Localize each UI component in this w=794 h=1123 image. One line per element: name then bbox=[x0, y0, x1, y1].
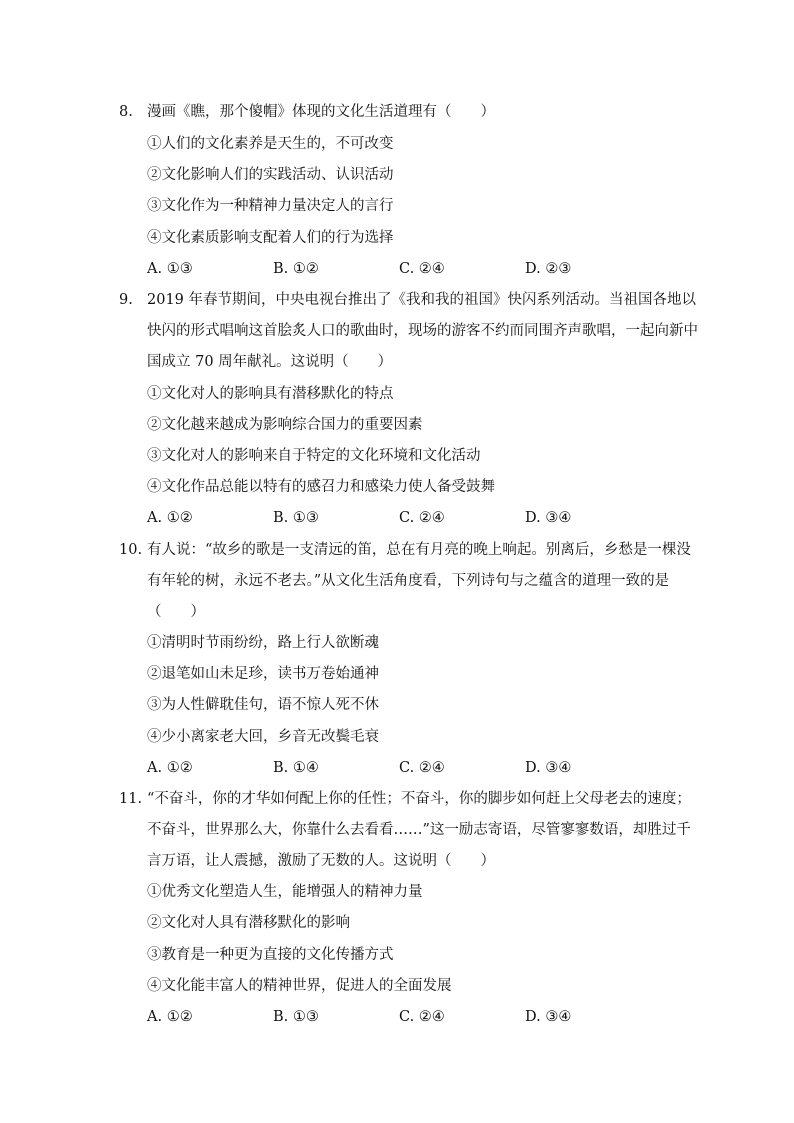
question-stem-line: 有年轮的树，永远不老去。”从文化生活角度看，下列诗句与之蕴含的道理一致的是 bbox=[147, 573, 670, 589]
choice-a: A. ①② bbox=[147, 1009, 193, 1025]
question-number: 11. bbox=[119, 791, 143, 807]
option-4: ④文化素质影响支配着人们的行为选择 bbox=[147, 230, 394, 246]
question-number: 9. bbox=[119, 292, 133, 308]
option-1: ①清明时节雨纷纷，路上行人欲断魂 bbox=[147, 635, 379, 651]
question-stem-line: 不奋斗，世界那么大，你靠什么去看看……”这一励志寄语，尽管寥寥数语，却胜过千 bbox=[147, 822, 691, 838]
choice-b: B. ①② bbox=[273, 261, 319, 277]
choice-a: A. ①② bbox=[147, 760, 193, 776]
choice-b: B. ①④ bbox=[273, 760, 319, 776]
option-3: ③文化作为一种精神力量决定人的言行 bbox=[147, 198, 394, 214]
choice-b: B. ①③ bbox=[273, 510, 319, 526]
choice-a: A. ①③ bbox=[147, 261, 193, 277]
choice-c: C. ②④ bbox=[399, 510, 445, 526]
question-stem-line: 2019 年春节期间，中央电视台推出了《我和我的祖国》快闪系列活动。当祖国各地以 bbox=[147, 292, 697, 308]
choice-d: D. ③④ bbox=[525, 510, 572, 526]
question-stem-line: 有人说：“故乡的歌是一支清远的笛，总在有月亮的晚上响起。别离后，乡愁是一棵没 bbox=[147, 542, 691, 558]
question-stem-line: （ ） bbox=[147, 604, 205, 620]
option-4: ④少小离家老大回，乡音无改鬓毛衰 bbox=[147, 729, 379, 745]
option-2: ②文化影响人们的实践活动、认识活动 bbox=[147, 167, 394, 183]
question-stem-line: 漫画《瞧，那个傻帽》体现的文化生活道理有（ ） bbox=[147, 104, 495, 120]
choice-d: D. ②③ bbox=[525, 261, 572, 277]
question-stem-line: 言万语，让人震撼，激励了无数的人。这说明（ ） bbox=[147, 853, 495, 869]
option-3: ③文化对人的影响来自于特定的文化环境和文化活动 bbox=[147, 448, 481, 464]
choice-c: C. ②④ bbox=[399, 261, 445, 277]
option-1: ①文化对人的影响具有潜移默化的特点 bbox=[147, 386, 394, 402]
option-2: ②退笔如山未足珍，读书万卷始通神 bbox=[147, 666, 379, 682]
option-3: ③教育是一种更为直接的文化传播方式 bbox=[147, 947, 394, 963]
question-stem-line: “不奋斗，你的才华如何配上你的任性；不奋斗，你的脚步如何赶上父母老去的速度； bbox=[147, 791, 691, 807]
option-1: ①人们的文化素养是天生的，不可改变 bbox=[147, 136, 394, 152]
option-2: ②文化对人具有潜移默化的影响 bbox=[147, 915, 350, 931]
question-stem-line: 国成立 70 周年献礼。这说明（ ） bbox=[147, 354, 393, 370]
question-number: 8. bbox=[119, 104, 133, 120]
option-2: ②文化越来越成为影响综合国力的重要因素 bbox=[147, 417, 423, 433]
question-stem-line: 快闪的形式唱响这首脍炙人口的歌曲时，现场的游客不约而同围齐声歌唱，一起向新中 bbox=[147, 323, 698, 339]
option-4: ④文化能丰富人的精神世界，促进人的全面发展 bbox=[147, 978, 452, 994]
choice-b: B. ①③ bbox=[273, 1009, 319, 1025]
option-3: ③为人性僻耽佳句，语不惊人死不休 bbox=[147, 697, 379, 713]
choice-d: D. ③④ bbox=[525, 760, 572, 776]
option-1: ①优秀文化塑造人生，能增强人的精神力量 bbox=[147, 884, 423, 900]
question-number: 10. bbox=[119, 542, 143, 558]
choice-c: C. ②④ bbox=[399, 760, 445, 776]
choice-c: C. ②④ bbox=[399, 1009, 445, 1025]
choice-d: D. ③④ bbox=[525, 1009, 572, 1025]
choice-a: A. ①② bbox=[147, 510, 193, 526]
option-4: ④文化作品总能以特有的感召力和感染力使人备受鼓舞 bbox=[147, 479, 495, 495]
